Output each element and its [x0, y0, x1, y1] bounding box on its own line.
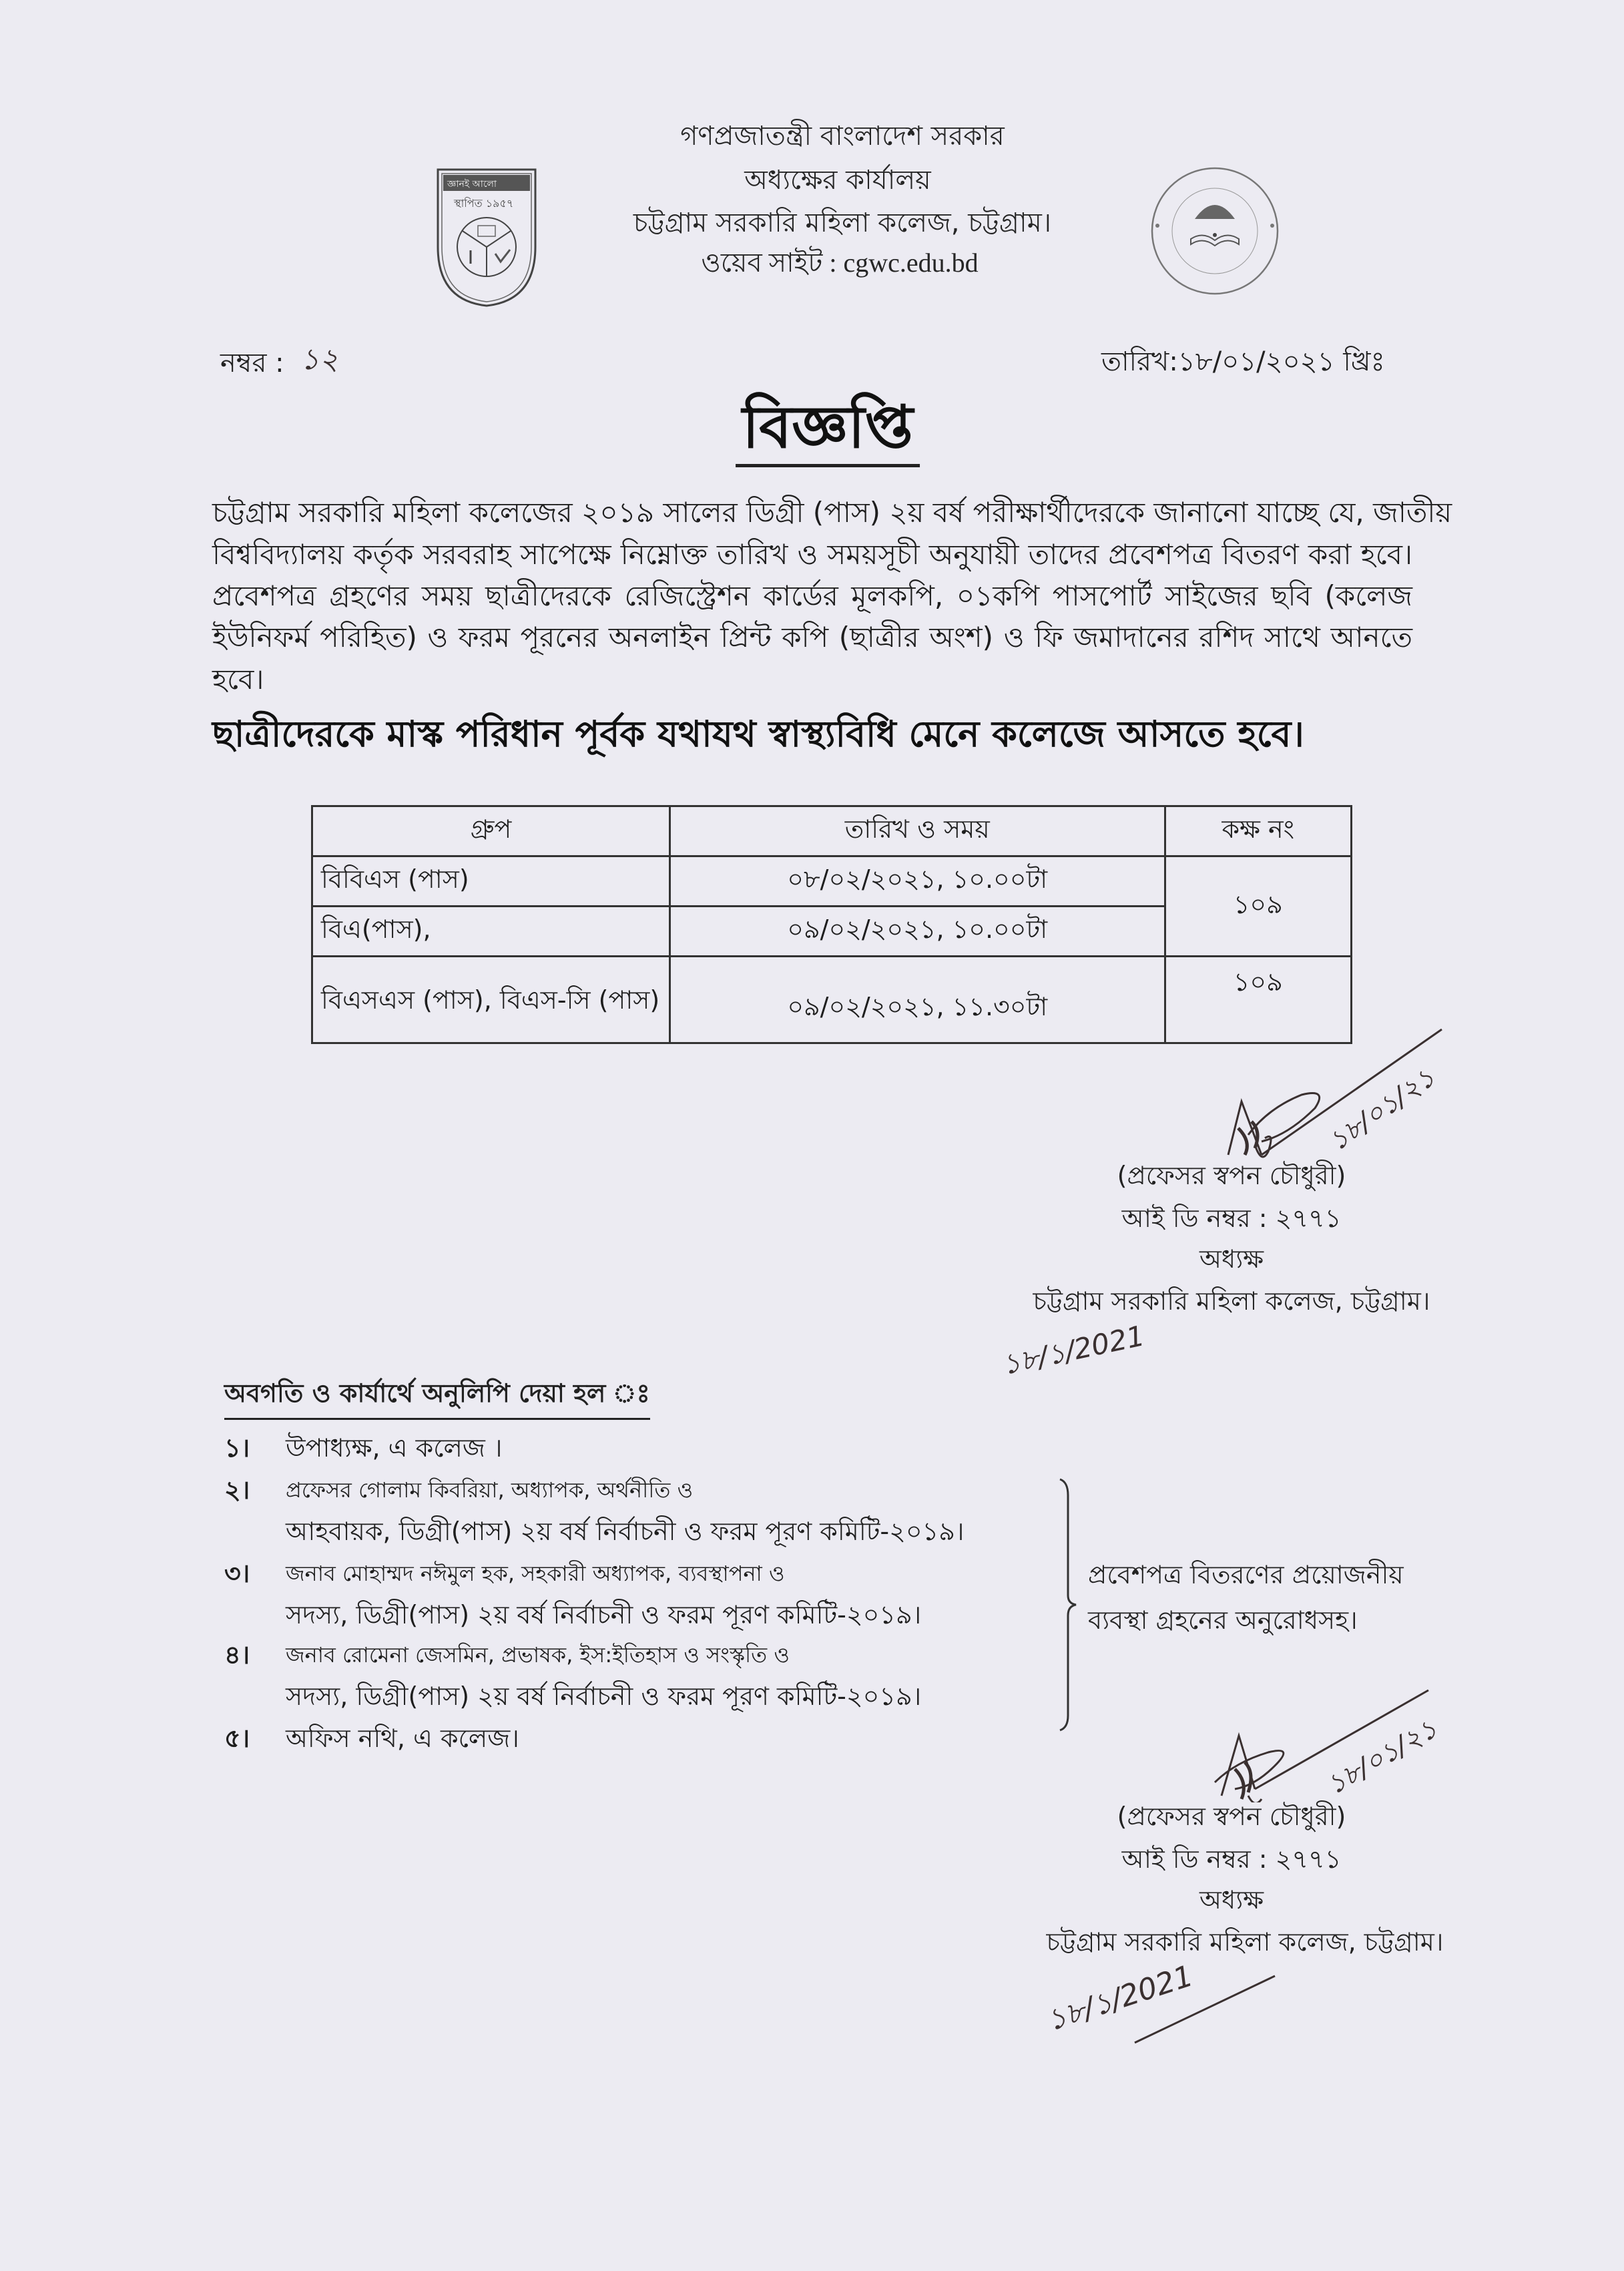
handwritten-initial-date: ১৮/১/2021 [1042, 1959, 1197, 2039]
group-cell: বিএসএস (পাস), বিএস-সি (পাস) [312, 957, 670, 1043]
signatory-id: আই ডি নম্বর : ২৭৭১ [1121, 1204, 1342, 1233]
mask-instruction: ছাত্রীদেরকে মাস্ক পরিধান পূর্বক যথাযথ স্বাস্থ্যবিধি মেনে কলেজে আসতে হবে। [212, 713, 1304, 755]
column-header-room: কক্ষ নং [1165, 806, 1351, 856]
brace-note-line: ব্যবস্থা গ্রহনের অনুরোধসহ। [1088, 1605, 1358, 1635]
handwritten-initial-date: ১৮/১/2021 [999, 1319, 1148, 1382]
schedule-table [311, 805, 1352, 1044]
cc-heading: অবগতি ও কার্যার্থে অনুলিপি দেয়া হল ঃ [224, 1374, 650, 1420]
body-line: চট্টগ্রাম সরকারি মহিলা কলেজের ২০১৯ সালের ডিগ্রী (পাস) ২য় বর্ষ পরীক্ষার্থীদেরকে জানানো যাচ্ছে যে, জাতীয় [212, 496, 1452, 529]
college-heading: চট্টগ্রাম সরকারি মহিলা কলেজ, চট্টগ্রাম। [633, 208, 1052, 238]
notice-date: তারিখ:১৮/০১/২০২১ খ্রিঃ [1101, 346, 1385, 377]
govt-heading: গণপ্রজাতন্ত্রী বাংলাদেশ সরকার [680, 121, 1005, 152]
datetime-cell: ০৯/০২/২০২১, ১০.০০টা [669, 907, 1165, 957]
office-heading: অধ্যক্ষের কার্যালয় [744, 165, 931, 196]
college-crest-logo [434, 167, 539, 308]
signatory-name: (প্রফেসর স্বপন চৌধুরী) [1117, 1802, 1346, 1831]
brace-note-line: প্রবেশপত্র বিতরণের প্রয়োজনীয় [1088, 1560, 1404, 1589]
room-cell: ১০৯ [1165, 957, 1351, 1043]
signatory-designation: অধ্যক্ষ [1199, 1244, 1264, 1274]
cc-item-text: অফিস নথি, এ কলেজ। [286, 1724, 519, 1753]
column-header-group: গ্রুপ [312, 806, 670, 856]
cc-item-text: জনাব রোমেনা জেসমিন, প্রভাষক, ইস:ইতিহাস ও সংস্কৃতি ও [286, 1642, 790, 1668]
datetime-cell: ০৯/০২/২০২১, ১১.৩০টা [669, 957, 1165, 1043]
cc-item-number: ১। [224, 1433, 250, 1463]
crest-established: স্থাপিত ১৯৫৭ [454, 197, 514, 210]
room-cell: ১০৯ [1165, 856, 1351, 957]
table-row [312, 856, 1352, 907]
signatory-institution: চট্টগ্রাম সরকারি মহিলা কলেজ, চট্টগ্রাম। [1046, 1927, 1444, 1957]
table-header-row [312, 806, 1352, 856]
column-header-datetime: তারিখ ও সময় [669, 806, 1165, 856]
reference-number-value: ১২ [300, 342, 339, 376]
group-cell: বিবিএস (পাস) [312, 856, 670, 907]
body-line: হবে। [212, 663, 264, 696]
cc-item-number: ৩। [224, 1559, 250, 1588]
circular-seal-logo [1149, 166, 1280, 296]
signatory-institution: চট্টগ্রাম সরকারি মহিলা কলেজ, চট্টগ্রাম। [1033, 1286, 1430, 1316]
datetime-cell: ০৮/০২/২০২১, ১০.০০টা [669, 856, 1165, 907]
signature-date: ১৮/০১/২১ [1323, 1062, 1441, 1158]
body-line: প্রবেশপত্র গ্রহণের সময় ছাত্রীদেরকে রেজিস্ট্রেশন কার্ডের মূলকপি, ০১কপি পাসপোর্ট সাইজের ছবি (কলেজ [212, 579, 1412, 612]
table-row [312, 957, 1352, 1043]
cc-item-text: সদস্য, ডিগ্রী(পাস) ২য় বর্ষ নির্বাচনী ও ফরম পূরণ কমিটি-২০১৯। [286, 1600, 922, 1629]
cc-item-text: প্রফেসর গোলাম কিবরিয়া, অধ্যাপক, অর্থনীতি ও [286, 1477, 694, 1503]
signature-date: ১৮/০১/২১ [1321, 1713, 1443, 1801]
cc-item-number: ৪। [224, 1640, 250, 1670]
reference-number-label: নম্বর : [220, 348, 284, 378]
cc-item-text: উপাধ্যক্ষ, এ কলেজ । [286, 1433, 503, 1463]
body-line: ইউনিফর্ম পরিহিত) ও ফরম পূরনের অনলাইন প্রিন্ট কপি (ছাত্রীর অংশ) ও ফি জমাদানের রশিদ সাথে আনতে [212, 621, 1412, 654]
signatory-designation: অধ্যক্ষ [1199, 1885, 1264, 1915]
cc-item-text: সদস্য, ডিগ্রী(পাস) ২য় বর্ষ নির্বাচনী ও ফরম পূরণ কমিটি-২০১৯। [286, 1682, 922, 1711]
signatory-name: (প্রফেসর স্বপন চৌধুরী) [1117, 1161, 1346, 1190]
notice-title: বিজ্ঞপ্তি [736, 395, 920, 467]
cc-item-text: আহবায়ক, ডিগ্রী(পাস) ২য় বর্ষ নির্বাচনী ও ফরম পূরণ কমিটি-২০১৯। [286, 1517, 965, 1546]
website-line: ওয়েব সাইট : cgwc.edu.bd [701, 248, 979, 278]
handwritten-signature [1195, 1656, 1443, 1802]
body-line: বিশ্ববিদ্যালয় কর্তৃক সরবরাহ সাপেক্ষে নিম্নোক্ত তারিখ ও সময়সূচী অনুযায়ী তাদের প্রবেশপত্র বিতরণ করা হবে। [212, 538, 1412, 571]
handwritten-signature [1222, 1021, 1462, 1175]
group-cell: বিএ(পাস), [312, 907, 670, 957]
crest-motto: জ্ঞানই আলো [447, 179, 497, 190]
signatory-id: আই ডি নম্বর : ২৭৭১ [1121, 1844, 1342, 1874]
cc-item-number: ২। [224, 1475, 250, 1505]
cc-item-text: জনাব মোহাম্মদ নঈমুল হক, সহকারী অধ্যাপক, ব্যবস্থাপনা ও [286, 1561, 785, 1586]
cc-item-number: ৫। [224, 1724, 250, 1753]
seal-icon [1149, 166, 1280, 296]
